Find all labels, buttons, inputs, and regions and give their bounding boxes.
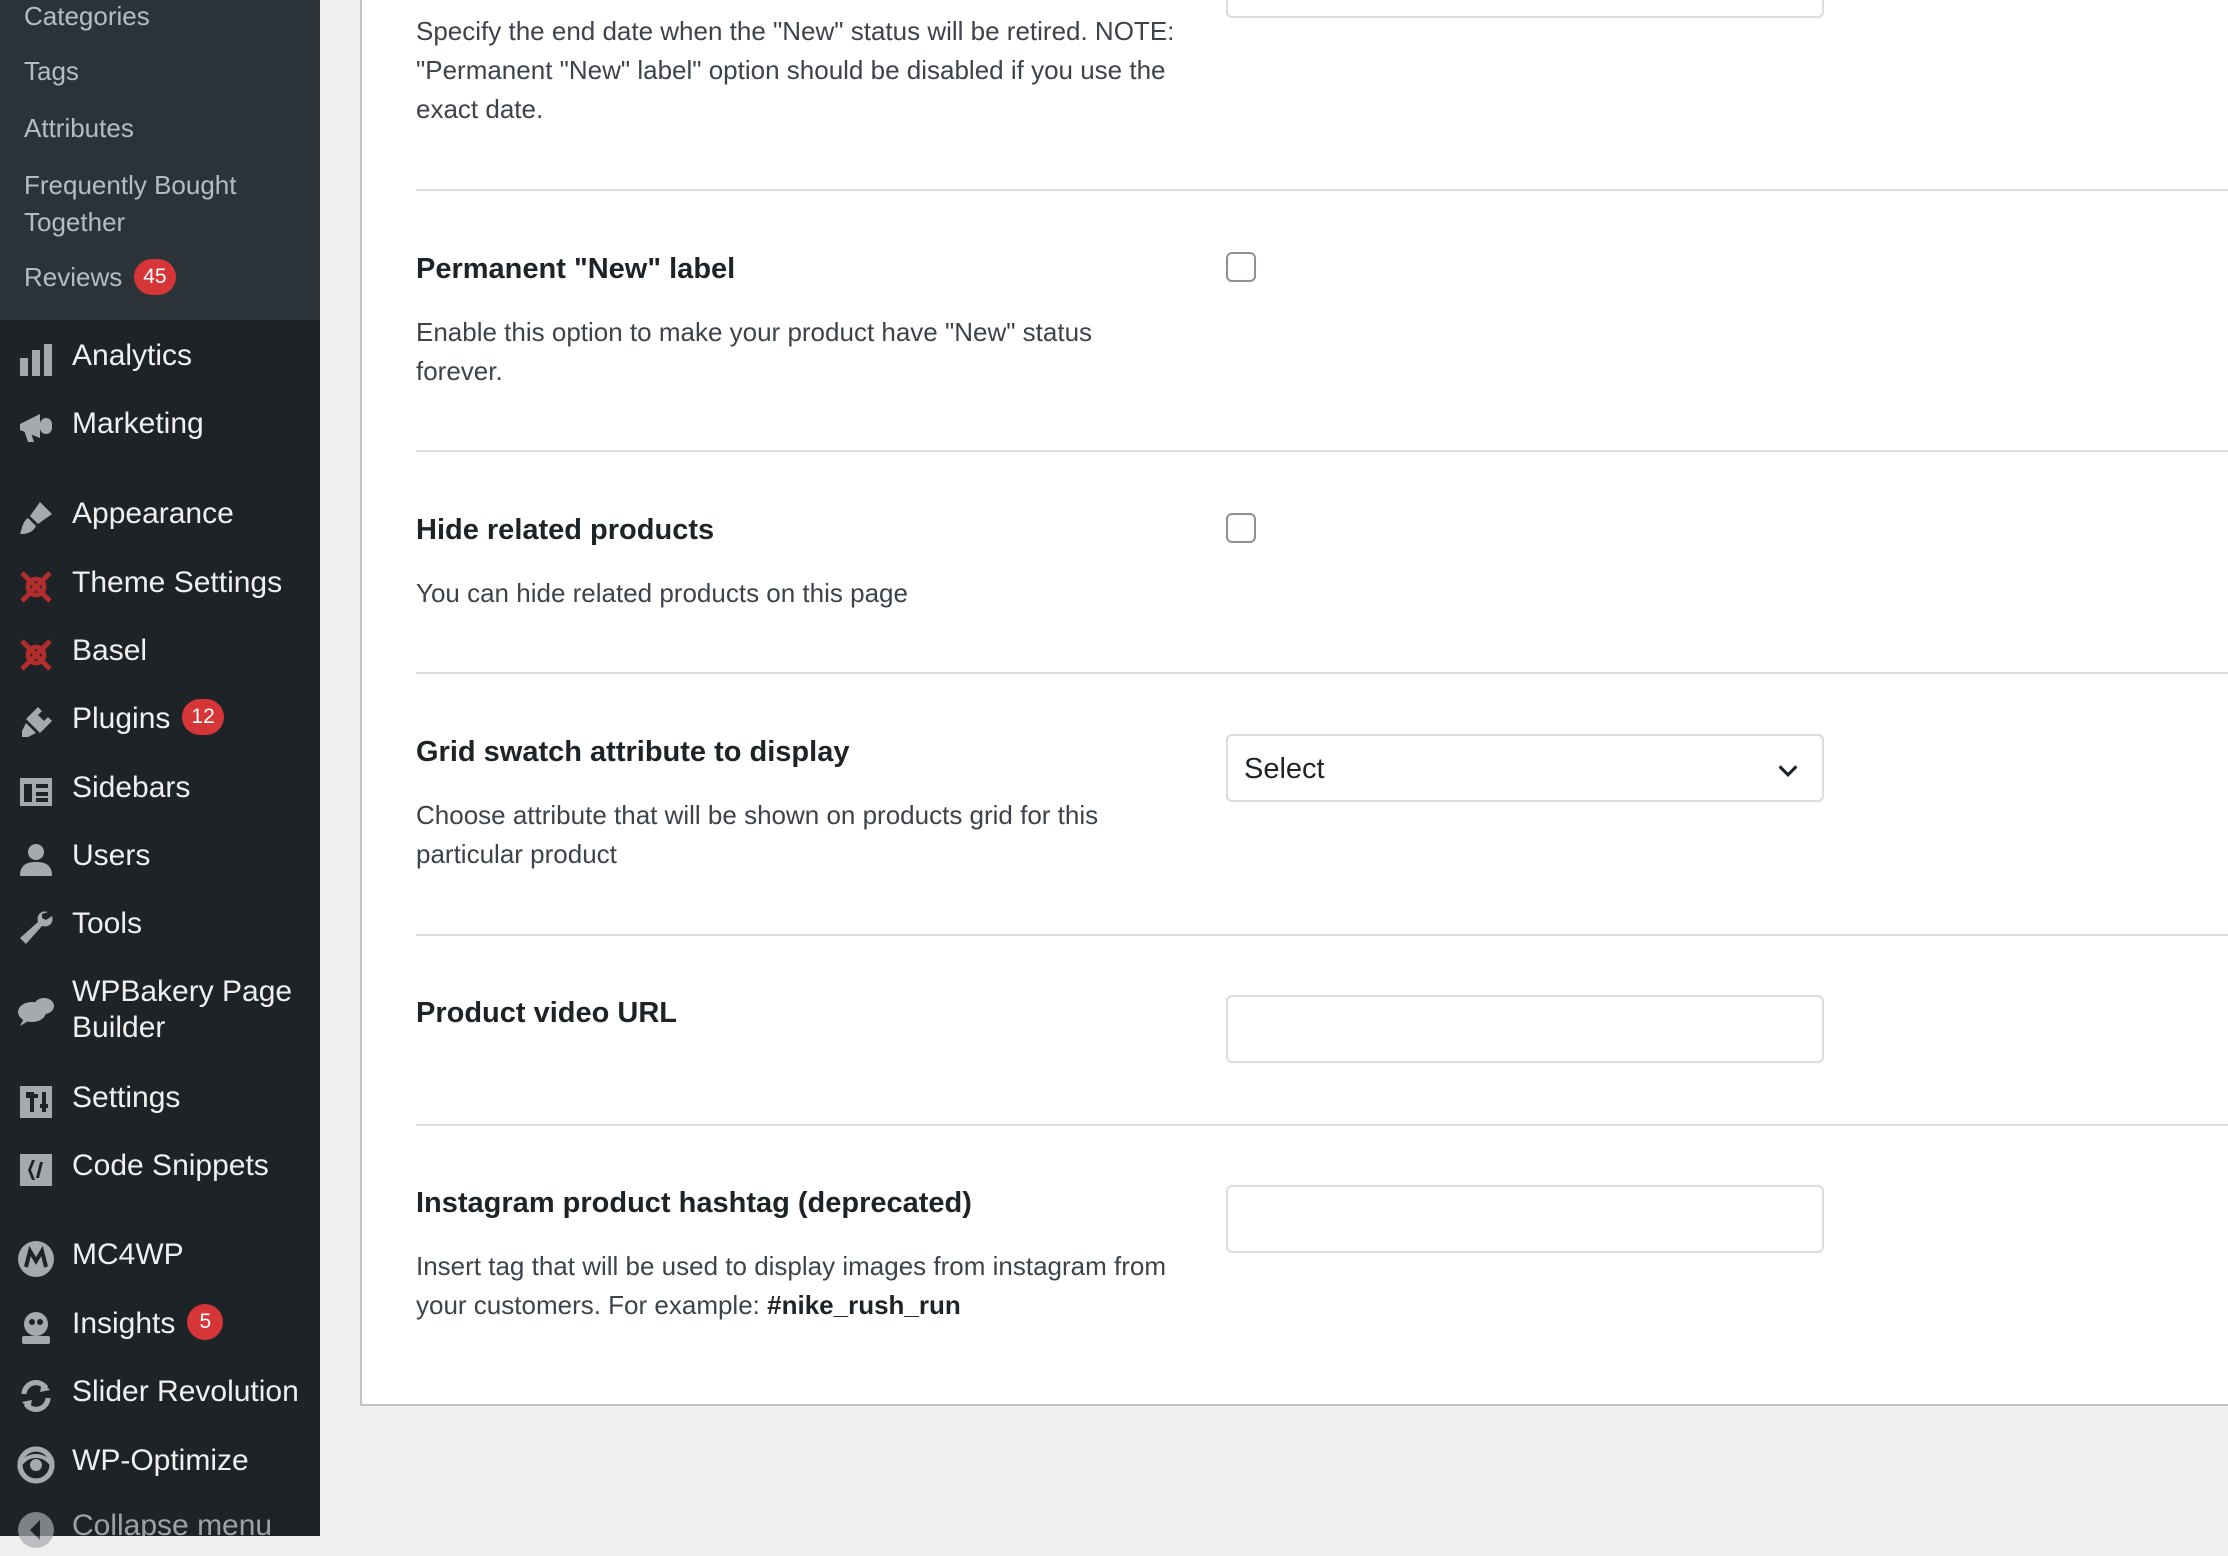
menu-item-sidebars[interactable] xyxy=(0,758,320,818)
submenu-item-label: Tags xyxy=(24,56,79,86)
menu-item-label: Marketing xyxy=(72,407,204,440)
grid-swatch-selected-value: Select xyxy=(1244,753,1325,785)
menu-item-plugins[interactable] xyxy=(0,689,320,749)
basel-logo-icon xyxy=(16,635,56,675)
menu-item-basel[interactable] xyxy=(0,621,320,681)
menu-item-label: Code Snippets xyxy=(72,1149,269,1182)
collapse-menu-button[interactable] xyxy=(0,1496,320,1556)
submenu-item-attributes[interactable] xyxy=(24,110,134,147)
product-video-url-input[interactable] xyxy=(1226,995,1824,1063)
insights-icon xyxy=(16,1308,56,1348)
grid-swatch-attribute-select[interactable] xyxy=(1226,734,1824,802)
menu-item-label: Sidebars xyxy=(72,771,191,804)
menu-item-label-text: Insights xyxy=(72,1307,176,1340)
menu-item-label: WPBakery Page Builder xyxy=(72,975,293,1044)
menu-item-label xyxy=(72,701,224,738)
menu-item-label: MC4WP xyxy=(72,1238,184,1271)
submenu-item-frequently-bought-together[interactable] xyxy=(24,167,284,241)
hide-related-products-description: You can hide related products on this page xyxy=(416,578,908,608)
permanent-new-label-checkbox[interactable] xyxy=(1226,252,1256,282)
analytics-icon xyxy=(16,340,56,380)
menu-item-label: WP-Optimize xyxy=(72,1444,249,1477)
submenu-item-tags[interactable] xyxy=(24,53,79,90)
products-submenu xyxy=(0,0,320,320)
wrench-icon xyxy=(16,908,56,948)
menu-item-label xyxy=(72,1306,223,1343)
instagram-hashtag-description-text: Insert tag that will be used to display images from instagram from your customers. For example: xyxy=(416,1251,1166,1320)
sidebars-icon xyxy=(16,772,56,812)
plugin-icon xyxy=(16,703,56,743)
menu-item-label: Basel xyxy=(72,634,148,667)
paintbrush-icon xyxy=(16,498,56,538)
row-divider xyxy=(416,672,2228,674)
permanent-new-label-title: Permanent "New" label xyxy=(416,253,736,285)
instagram-hashtag-title: Instagram product hashtag (deprecated) xyxy=(416,1187,972,1219)
menu-item-wpbakery[interactable] xyxy=(0,970,320,1060)
menu-item-appearance[interactable] xyxy=(0,484,320,544)
menu-item-tools[interactable] xyxy=(0,894,320,954)
menu-item-code-snippets[interactable] xyxy=(0,1136,320,1196)
admin-sidebar xyxy=(0,0,320,1542)
chevron-down-icon xyxy=(1776,758,1800,782)
end-date-description: Specify the end date when the "New" status will be retired. NOTE: "Permanent "New" label" option should be disabled if you use the exact date. xyxy=(416,16,1175,124)
menu-item-label: Settings xyxy=(72,1081,181,1114)
megaphone-icon xyxy=(16,408,56,448)
submenu-item-categories[interactable] xyxy=(24,0,150,35)
hide-related-products-title: Hide related products xyxy=(416,514,715,546)
menu-item-wp-optimize[interactable] xyxy=(0,1431,320,1491)
menu-item-label-text: Plugins xyxy=(72,702,171,735)
menu-item-label: Appearance xyxy=(72,497,234,530)
menu-item-label: Analytics xyxy=(72,339,193,372)
settings-sliders-icon xyxy=(16,1082,56,1122)
instagram-hashtag-description xyxy=(416,1247,1176,1325)
submenu-item-label: Frequently Bought Together xyxy=(24,170,237,237)
menu-item-label: Collapse menu xyxy=(72,1509,273,1542)
row-divider xyxy=(416,934,2228,936)
row-divider xyxy=(416,1124,2228,1126)
submenu-item-label: Attributes xyxy=(24,113,134,143)
submenu-item-label: Reviews xyxy=(24,262,123,292)
refresh-icon xyxy=(16,1376,56,1416)
new-status-end-date-input[interactable] xyxy=(1226,0,1824,18)
menu-item-marketing[interactable] xyxy=(0,394,320,454)
menu-item-label: Users xyxy=(72,839,151,872)
menu-item-insights[interactable] xyxy=(0,1294,320,1354)
menu-item-mc4wp[interactable] xyxy=(0,1225,320,1285)
product-video-url-title: Product video URL xyxy=(416,997,678,1029)
menu-item-settings[interactable] xyxy=(0,1068,320,1128)
cloud-icon xyxy=(16,990,56,1030)
hide-related-products-checkbox[interactable] xyxy=(1226,513,1256,543)
instagram-hashtag-input[interactable] xyxy=(1226,1185,1824,1253)
menu-item-analytics[interactable] xyxy=(0,326,320,386)
plugins-update-badge: 12 xyxy=(182,699,223,735)
collapse-icon xyxy=(16,1510,56,1550)
menu-item-label: Slider Revolution xyxy=(72,1375,299,1408)
wp-optimize-icon xyxy=(16,1445,56,1485)
insights-count-badge: 5 xyxy=(187,1304,223,1340)
code-snippets-icon xyxy=(16,1150,56,1190)
submenu-item-reviews[interactable] xyxy=(24,259,176,297)
basel-logo-icon xyxy=(16,567,56,607)
menu-item-theme-settings[interactable] xyxy=(0,553,320,613)
mc4wp-icon xyxy=(16,1239,56,1279)
grid-swatch-attribute-description: Choose attribute that will be shown on products grid for this particular product xyxy=(416,800,1099,869)
user-icon xyxy=(16,840,56,880)
row-divider xyxy=(416,450,2228,452)
submenu-item-label: Categories xyxy=(24,1,150,31)
menu-item-slider-revolution[interactable] xyxy=(0,1362,320,1422)
row-divider xyxy=(416,189,2228,191)
reviews-count-badge: 45 xyxy=(134,259,175,295)
grid-swatch-attribute-title: Grid swatch attribute to display xyxy=(416,736,850,768)
menu-item-label: Tools xyxy=(72,907,143,940)
instagram-hashtag-example: #nike_rush_run xyxy=(767,1290,961,1320)
menu-item-label: Theme Settings xyxy=(72,566,283,599)
menu-item-users[interactable] xyxy=(0,826,320,886)
permanent-new-label-description: Enable this option to make your product have "New" status forever. xyxy=(416,317,1093,386)
